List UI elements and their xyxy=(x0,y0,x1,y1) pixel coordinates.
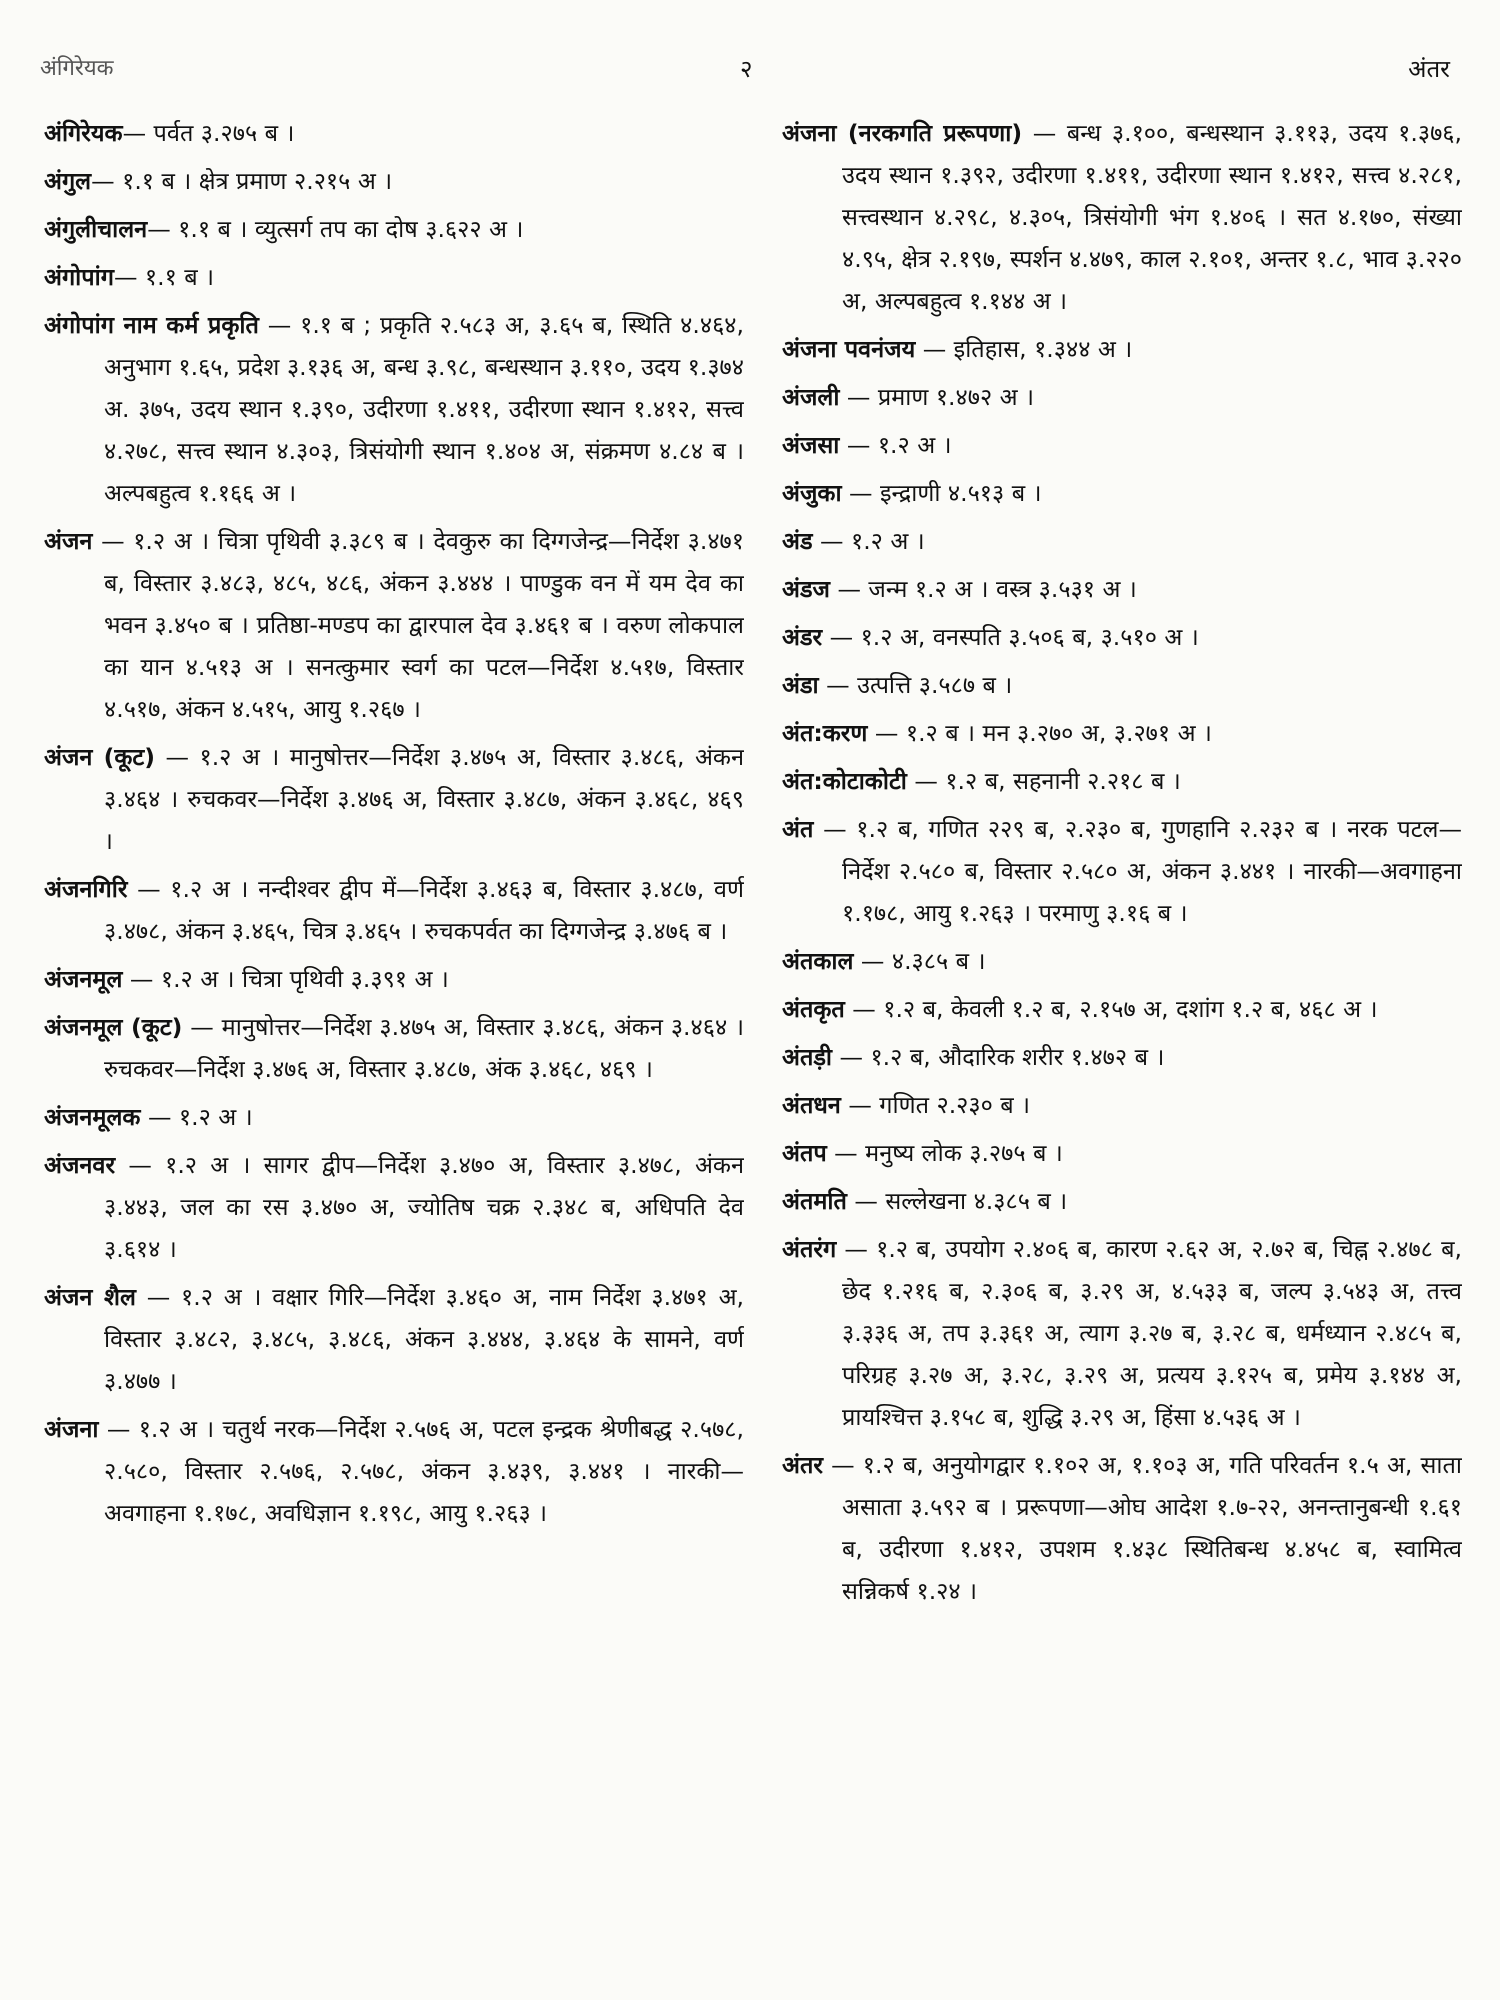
entry-references: — १.२ अ । सागर द्वीप—निर्देश ३.४७० अ, विस्तार ३.४७८, अंकन ३.४४३, जल का रस ३.४७० अ, ज्योतिष चक्र २.३४८ ब, अधिपति देव ३.६१४ । xyxy=(104,1151,744,1263)
index-entry xyxy=(782,1180,1462,1222)
index-entry xyxy=(44,736,744,862)
entry-headword: अंडज xyxy=(782,575,830,603)
index-entry xyxy=(782,472,1462,514)
index-entry xyxy=(782,112,1462,322)
entry-headword: अंजनमूल xyxy=(44,965,123,993)
left-column xyxy=(44,112,744,2000)
entry-references: — १.२ अ । चित्रा पृथिवी ३.३८९ ब । देवकुरु का दिग्गजेन्द्र—निर्देश ३.४७१ ब, विस्तार ३.४८३, ४८५, ४८६, अंकन ३.४४४ । पाण्डुक वन में यम देव का भवन ३.४५० ब । प्रतिष्ठा-मण्डप का द्वारपाल देव ३.४६१ ब । वरुण लोकपाल का यान ४.५१३ अ । सनत्कुमार स्वर्ग का पटल—निर्देश ४.५१७, विस्तार ४.५१७, अंकन ४.५१५, आयु १.२६७ । xyxy=(92,527,744,723)
entry-references: — १.२ अ । मानुषोत्तर—निर्देश ३.४७५ अ, विस्तार ३.४८६, अंकन ३.४६४ । रुचकवर—निर्देश ३.४७६ अ, विस्तार ३.४८७, अंकन ३.४६८, ४६९ । xyxy=(104,743,744,855)
entry-references: — १.२ ब, अनुयोगद्वार १.१०२ अ, १.१०३ अ, गति परिवर्तन १.५ अ, साता असाता ३.५९२ ब । प्ररूपणा—ओघ आदेश १.७-२२, अनन्तानुबन्धी १.६१ ब, उदीरणा १.४१२, उपशम १.४३८ स्थितिबन्ध ४.४५८ ब, स्वामित्व सन्निकर्ष १.२४ । xyxy=(822,1451,1462,1605)
entry-headword: अंतप xyxy=(782,1139,827,1167)
entry-headword: अंगुलीचालन xyxy=(44,215,148,243)
index-entry xyxy=(782,376,1462,418)
entry-references: — १.२ अ । xyxy=(839,431,952,459)
index-entry xyxy=(782,760,1462,802)
entry-headword: अंजनमूल (कूट) xyxy=(44,1013,183,1041)
entry-headword: अंजन xyxy=(44,527,93,555)
entry-headword: अंत:करण xyxy=(782,719,868,747)
page-header xyxy=(40,52,1460,92)
entry-references: — १.२ ब, सहनानी २.२१८ ब । xyxy=(906,767,1181,795)
entry-headword: अंतकाल xyxy=(782,947,854,975)
entry-references: — १.२ अ । चित्रा पृथिवी ३.३९१ अ । xyxy=(122,965,449,993)
index-entry xyxy=(782,988,1462,1030)
index-entry xyxy=(44,112,744,154)
entry-headword: अंतकृत xyxy=(782,995,845,1023)
entry-headword: अंजना पवनंजय xyxy=(782,335,916,363)
entry-headword: अंड xyxy=(782,527,813,555)
entry-references: — १.२ ब, उपयोग २.४०६ ब, कारण २.६२ अ, २.७२ ब, चिह्न २.४७८ ब, छेद १.२१६ ब, २.३०६ ब, ३.२९ अ, ४.५३३ ब, जल्प ३.५४३ अ, तत्त्व ३.३३६ अ, तप ३.३६१ अ, त्याग ३.२७ ब, ३.२८ ब, धर्मध्यान २.४८५ ब, परिग्रह ३.२७ अ, ३.२८, ३.२९ अ, प्रत्यय ३.१२५ ब, प्रमेय ३.१४४ अ, प्रायश्चित्त ३.१५८ ब, शुद्धि ३.२९ अ, हिंसा ४.५३६ अ । xyxy=(836,1235,1462,1431)
entry-references: — प्रमाण १.४७२ अ । xyxy=(839,383,1034,411)
entry-headword: अंत xyxy=(782,815,814,843)
entry-references: — १.२ ब । मन ३.२७० अ, ३.२७१ अ । xyxy=(867,719,1212,747)
index-entry xyxy=(782,1132,1462,1174)
entry-headword: अंजन शैल xyxy=(44,1283,136,1311)
entry-references: — मानुषोत्तर—निर्देश ३.४७५ अ, विस्तार ३.४८६, अंकन ३.४६४ । रुचकवर—निर्देश ३.४७६ अ, विस्तार ३.४८७, अंक ३.४६८, ४६९ । xyxy=(104,1013,744,1083)
index-entry xyxy=(782,1084,1462,1126)
entry-headword: अंगुल xyxy=(44,167,92,195)
entry-references: — इन्द्राणी ४.५१३ ब । xyxy=(841,479,1042,507)
entry-references: — पर्वत ३.२७५ ब । xyxy=(122,119,295,147)
entry-references: — १.२ ब, गणित २२९ ब, २.२३० ब, गुणहानि २.२३२ ब । नरक पटल—निर्देश २.५८० ब, विस्तार २.५८० अ, अंकन ३.४४१ । नारकी—अवगाहना १.१७८, आयु १.२६३ । परमाणु ३.१६ ब । xyxy=(813,815,1462,927)
entry-headword: अंतरंग xyxy=(782,1235,837,1263)
entry-references: — बन्ध ३.१००, बन्धस्थान ३.११३, उदय १.३७६, उदय स्थान १.३९२, उदीरणा १.४११, उदीरणा स्थान १.४१२, सत्त्व ४.२८१, सत्त्वस्थान ४.२९८, ४.३०५, त्रिसंयोगी भंग १.४०६ । सत ४.१७०, संख्या ४.९५, क्षेत्र २.१९७, स्पर्शन ४.४७९, काल २.१०१, अन्तर १.८, भाव ३.२२० अ, अल्पबहुत्व १.१४४ अ । xyxy=(842,119,1462,315)
entry-headword: अंजन (कूट) xyxy=(44,743,156,771)
entry-headword: अंतधन xyxy=(782,1091,841,1119)
index-entry xyxy=(44,160,744,202)
index-entry xyxy=(782,664,1462,706)
index-entry xyxy=(782,712,1462,754)
entry-headword: अंतर xyxy=(782,1451,823,1479)
entry-headword: अंतमति xyxy=(782,1187,847,1215)
index-entry xyxy=(44,1006,744,1090)
index-entry xyxy=(44,958,744,1000)
index-entry xyxy=(44,520,744,730)
entry-references: — जन्म १.२ अ । वस्त्र ३.५३१ अ । xyxy=(829,575,1137,603)
running-head-left: अंगिरेयक xyxy=(40,56,114,81)
entry-references: — १.१ ब । xyxy=(113,263,215,291)
index-entry xyxy=(44,304,744,514)
entry-references: — १.२ अ, वनस्पति ३.५०६ ब, ३.५१० अ । xyxy=(822,623,1199,651)
index-entry xyxy=(782,1036,1462,1078)
index-entry xyxy=(782,808,1462,934)
index-entry xyxy=(44,868,744,952)
index-entry xyxy=(782,568,1462,610)
index-entry xyxy=(782,424,1462,466)
entry-references: — १.१ ब । क्षेत्र प्रमाण २.२१५ अ । xyxy=(91,167,393,195)
entry-headword: अंजना xyxy=(44,1415,99,1443)
entry-references: — १.२ अ । नन्दीश्वर द्वीप में—निर्देश ३.४६३ ब, विस्तार ३.४८७, वर्ण ३.४७८, अंकन ३.४६५, चित्र ३.४६५ । रुचकपर्वत का दिग्गजेन्द्र ३.४७६ ब । xyxy=(104,875,744,945)
entry-headword: अंडा xyxy=(782,671,819,699)
entry-headword: अंतड़ी xyxy=(782,1043,833,1071)
entry-references: — सल्लेखना ४.३८५ ब । xyxy=(846,1187,1068,1215)
index-entry xyxy=(44,1408,744,1534)
entry-references: — १.२ अ । चतुर्थ नरक—निर्देश २.५७६ अ, पटल इन्द्रक श्रेणीबद्ध २.५७८, २.५८०, विस्तार २.५७६, २.५७८, अंकन ३.४३९, ३.४४१ । नारकी—अवगाहना १.१७८, अवधिज्ञान १.१९८, आयु १.२६३ । xyxy=(98,1415,744,1527)
index-entry xyxy=(782,520,1462,562)
entry-headword: अंजनगिरि xyxy=(44,875,128,903)
entry-headword: अंत:कोटाकोटी xyxy=(782,767,907,795)
entry-headword: अंगोपांग नाम कर्म प्रकृति xyxy=(44,311,259,339)
entry-references: — उत्पत्ति ३.५८७ ब । xyxy=(818,671,1013,699)
entry-headword: अंजना (नरकगति प्ररूपणा) xyxy=(782,119,1023,147)
entry-headword: अंजली xyxy=(782,383,840,411)
entry-headword: अंजुका xyxy=(782,479,842,507)
index-entry xyxy=(782,1228,1462,1438)
page-number: २ xyxy=(740,55,753,83)
entry-references: — १.२ अ । xyxy=(140,1103,253,1131)
entry-references: — १.१ ब ; प्रकृति २.५८३ अ, ३.६५ ब, स्थिति ४.४६४, अनुभाग १.६५, प्रदेश ३.१३६ अ, बन्ध ३.९८, बन्धस्थान ३.११०, उदय १.३७४ अ. ३७५, उदय स्थान १.३९०, उदीरणा १.४११, उदीरणा स्थान १.४१२, सत्त्व ४.२७८, सत्त्व स्थान ४.३०३, त्रिसंयोगी स्थान १.४०४ अ, संक्रमण ४.८४ ब । अल्पबहुत्व १.१६६ अ । xyxy=(104,311,744,507)
entry-headword: अंगिरेयक xyxy=(44,119,123,147)
entry-references: — ४.३८५ ब । xyxy=(853,947,986,975)
index-entry xyxy=(782,940,1462,982)
entry-references: — इतिहास, १.३४४ अ । xyxy=(915,335,1133,363)
entry-references: — १.२ अ । xyxy=(812,527,925,555)
entry-references: — गणित २.२३० ब । xyxy=(840,1091,1031,1119)
index-entry xyxy=(44,1096,744,1138)
entry-headword: अंगोपांग xyxy=(44,263,114,291)
index-entry xyxy=(782,328,1462,370)
entry-references: — मनुष्य लोक ३.२७५ ब । xyxy=(826,1139,1063,1167)
index-entry xyxy=(782,616,1462,658)
index-entry xyxy=(782,1444,1462,1612)
entry-headword: अंजनमूलक xyxy=(44,1103,141,1131)
entry-references: — १.२ अ । वक्षार गिरि—निर्देश ३.४६० अ, नाम निर्देश ३.४७१ अ, विस्तार ३.४८२, ३.४८५, ३.४८६, अंकन ३.४४४, ३.४६४ के सामने, वर्ण ३.४७७ । xyxy=(104,1283,744,1395)
entry-references: — १.२ ब, औदारिक शरीर १.४७२ ब । xyxy=(832,1043,1165,1071)
entry-references: — १.१ ब । व्युत्सर्ग तप का दोष ३.६२२ अ । xyxy=(147,215,524,243)
entry-headword: अंजसा xyxy=(782,431,840,459)
index-entry xyxy=(44,208,744,250)
index-entry xyxy=(44,1276,744,1402)
running-head-right: अंतर xyxy=(1408,55,1450,83)
entry-headword: अंजनवर xyxy=(44,1151,116,1179)
entry-references: — १.२ ब, केवली १.२ ब, २.१५७ अ, दशांग १.२ ब, ४६८ अ । xyxy=(844,995,1378,1023)
index-entry xyxy=(44,1144,744,1270)
index-entry xyxy=(44,256,744,298)
right-column xyxy=(782,112,1462,2000)
entry-headword: अंडर xyxy=(782,623,823,651)
